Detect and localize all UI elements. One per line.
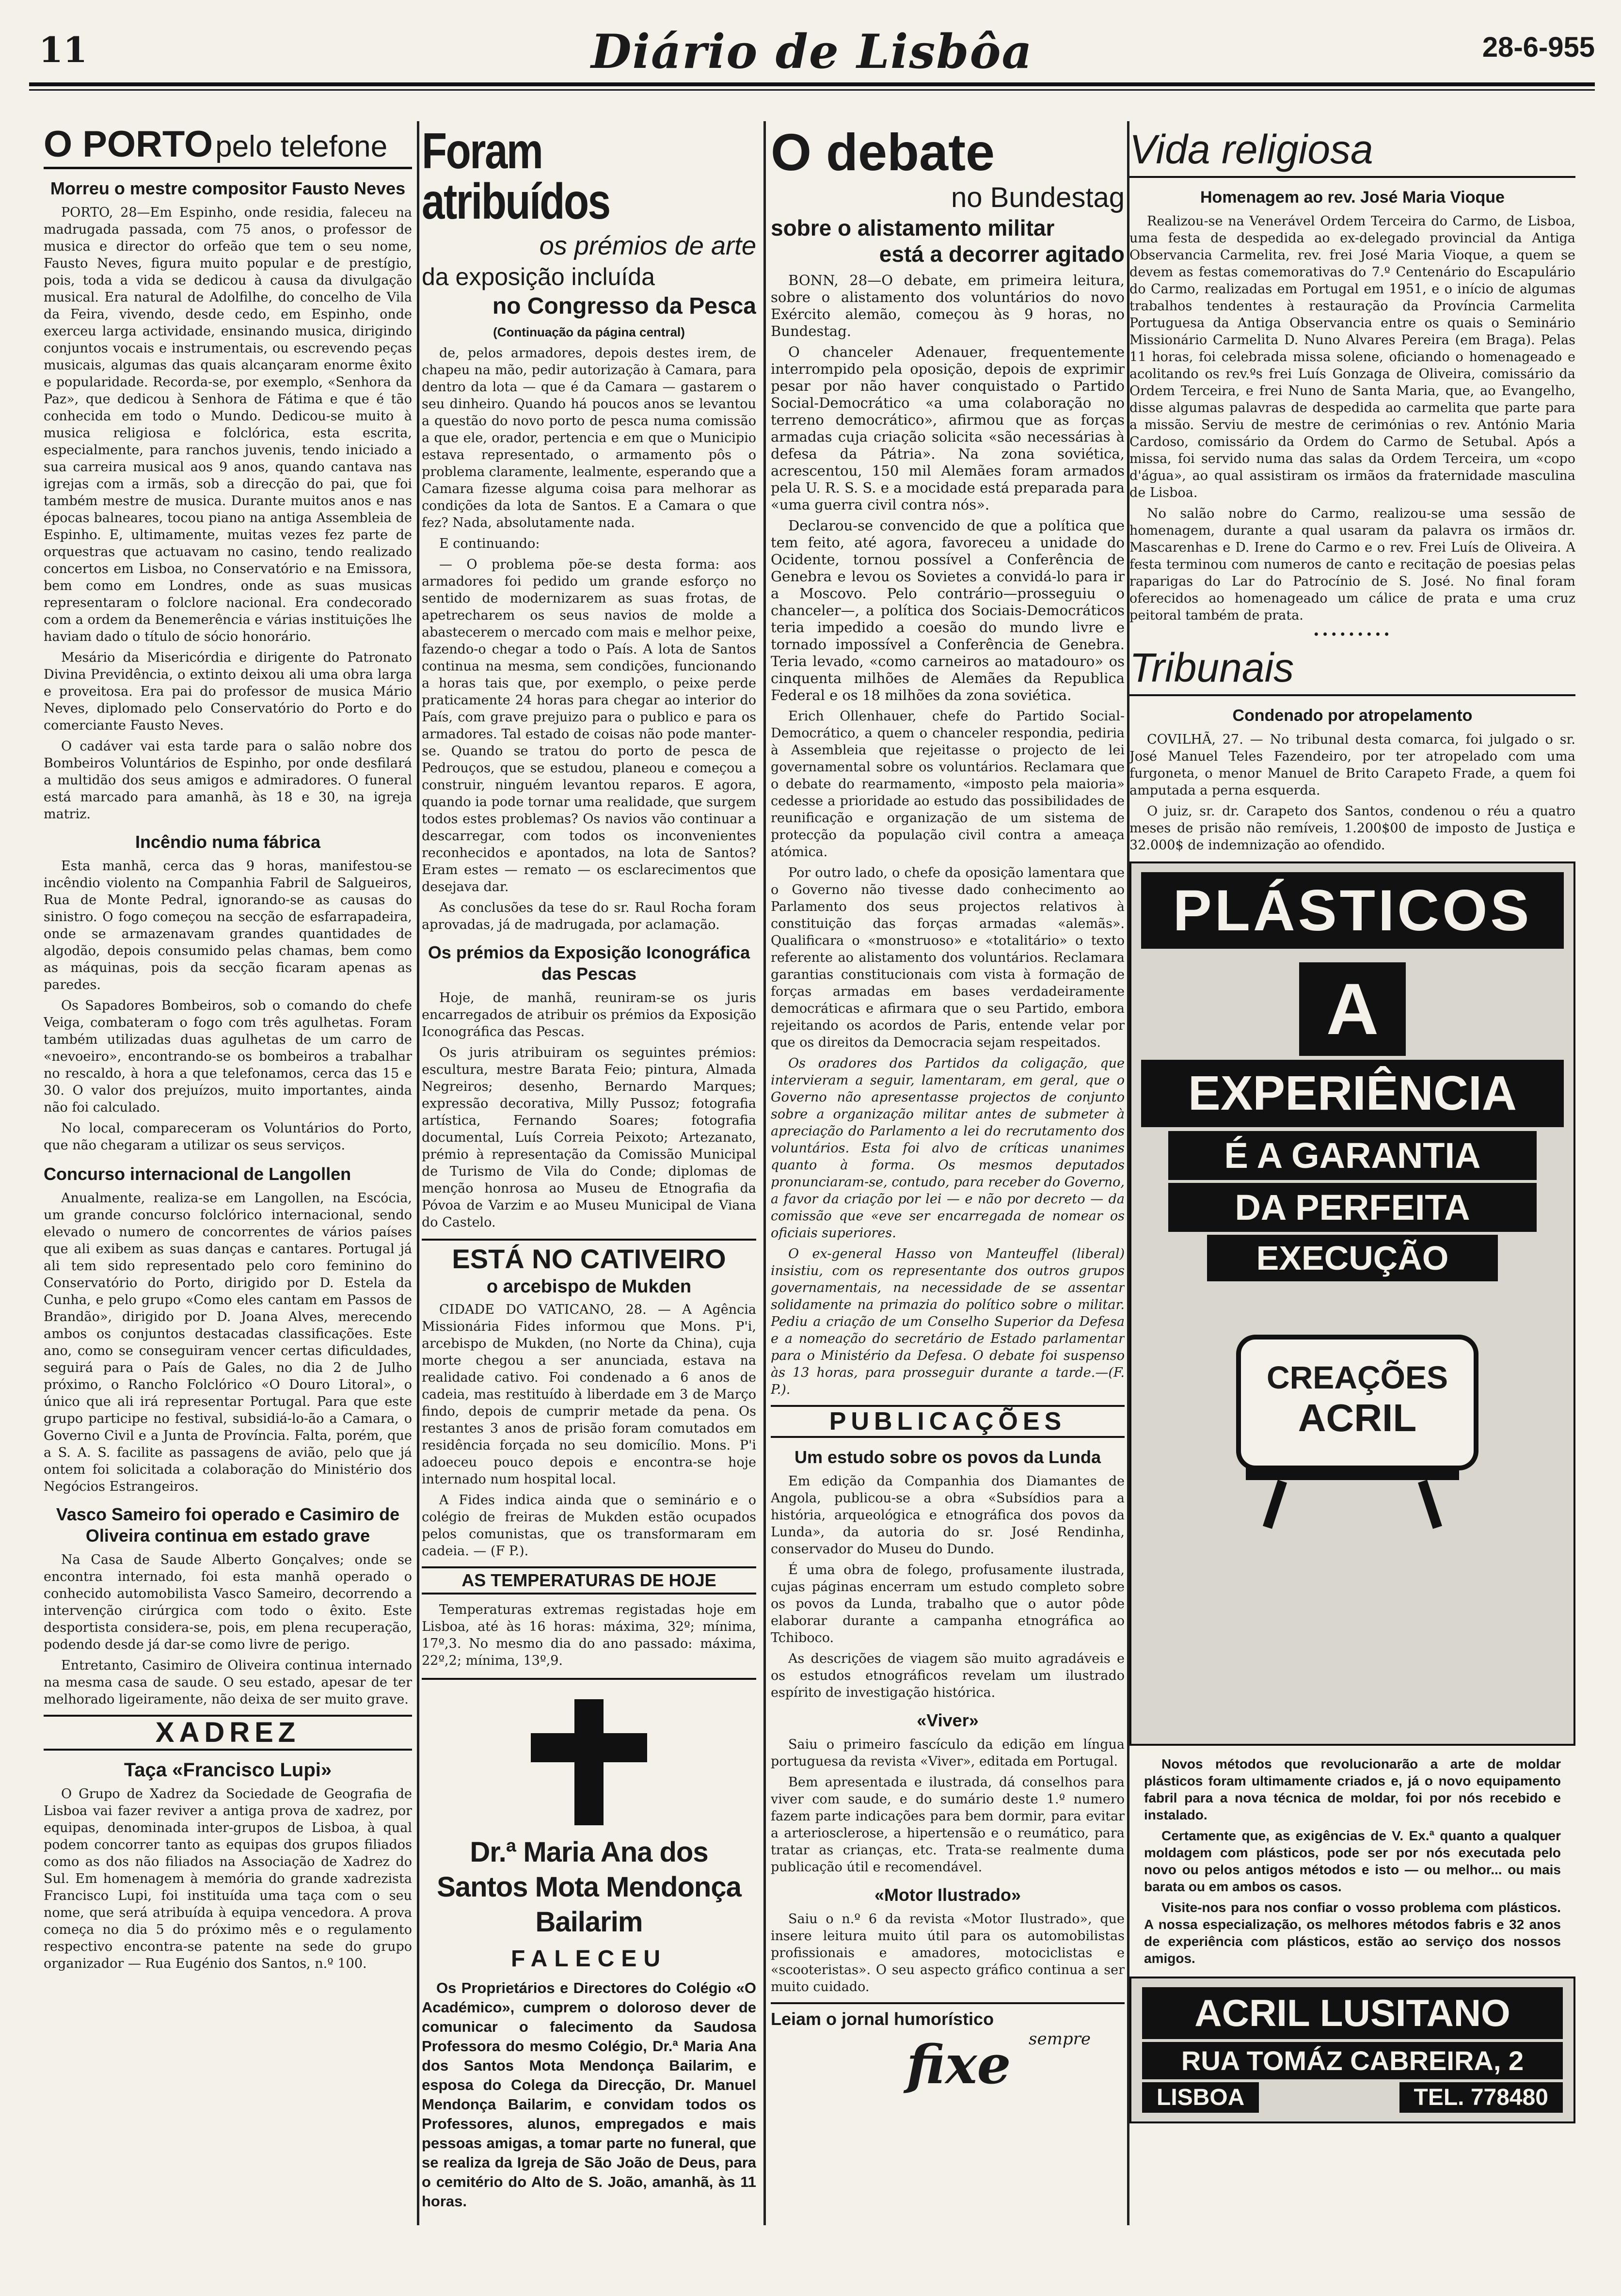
article-paragraph: Hoje, de manhã, reuniram-se os juris encarregados de atribuir os prémios da Exposição Iconográfica das Pescas. bbox=[422, 990, 756, 1039]
sign-leg bbox=[1263, 1480, 1287, 1529]
chess-title: XADREZ bbox=[155, 1717, 301, 1748]
headline: Um estudo sobre os povos da Lunda bbox=[794, 1447, 1101, 1467]
column-porto bbox=[44, 126, 412, 2220]
article-paragraph: Os juris atribuiram os seguintes prémios: escultura, mestre Barata Feio; pintura, Almada Negreiros; desenho, Bernardo Marques; expressão decorativa, Milly Pussoz; fotografia artística, Fernando Soares; fotografia documental, Luís Correia Peixoto; Artezanato, prémio à representação da Comissão Municipal de Turismo de Vila do Conde; diplomas de menção honrosa ao Museu de Etnografia da Póvoa de Varzim e ao Museu Municipal de Viana do Castelo. bbox=[422, 1045, 756, 1230]
headline-line: sobre o alistamento militar bbox=[771, 215, 1055, 240]
headline: Taça «Francisco Lupi» bbox=[124, 1759, 332, 1781]
article-paragraph: — O problema põe-se desta forma: aos armadores foi pedido um grande esforço no sentido de modernizarem as suas frotas, de apetrecharem os seus navios de molde a abastecerem o mercado com mais e melhor peixe, fazendo-o chegar a todo o País. A lota de Santos continua na mesma, sem condições, funcionando a horas tais que, por exemplo, o peixe perde praticamente 24 horas para chegar ao interior do País, com grave prejuizo para o publico e para os armadores. Tal estado de coisas não pode manter-se. Quando se tratou do porto de pesca de Pedrouços, que se estudou, planeou e começou a construir, ninguém levantou reparos. E agora, quando ia pode tornar uma realidade, que surgem todos estes problemas? Os navios vão continuar a descarregar, com todos os inconvenientes reconhecidos e apontados, na lota de Santos? Eram estes — remato — os esclarecimentos que desejava dar. bbox=[422, 557, 756, 894]
fixe-ad-sempre: sempre bbox=[1029, 2029, 1091, 2049]
temperatures-header: AS TEMPERATURAS DE HOJE bbox=[422, 1566, 756, 1594]
advert-word: EXPERIÊNCIA bbox=[1141, 1060, 1564, 1127]
headline-main: O debate bbox=[771, 126, 995, 181]
advert-word: A bbox=[1299, 962, 1406, 1056]
publications-header: PUBLICAÇÕES bbox=[771, 1405, 1125, 1438]
article-paragraph: Realizou-se na Venerável Ordem Terceira do Carmo, de Lisboa, uma festa de despedida ao ex-delegado provincial da Antiga Observancia Carmelita, rev. frei José Maria Vioque, a quem se devem as festas comemorativas do 7.º Centenário do Escapulário do Carmo, realizadas em Portugal em 1951, e o início de algumas trabalhos tendentes à restauração da Província Carmelita Portuguesa da Antiga Observancia entre os quais o Seminário Missionário Carmelita D. Nuno Alvares Pereira (em Braga). Pelas 11 horas, foi celebrada missa solene, oficiando o homenageado e acolitando os rev.ºs frei Luís Gonzaga de Oliveira, comissário da Ordem Terceira, e frei Nuno de Santa Maria, que, ao Evangelho, disse algumas palavras de despedida ao carmelita que parte para a missão. Serviu de mestre de cerimónias o rev. António Maria Cardoso, comissário da Ordem do Carmo de Setubal. Após a missa, foi servido numa das salas da Ordem Terceira, um «copo d'água», ao qual assistiram os irmãos da fraternidade masculina de Lisboa. bbox=[1129, 214, 1575, 500]
headline-line: os prémios de arte bbox=[539, 231, 756, 260]
headline: Homenagem ao rev. José Maria Vioque bbox=[1200, 188, 1505, 207]
sign-leg bbox=[1418, 1480, 1442, 1529]
article-paragraph: O Grupo de Xadrez da Sociedade de Geografia de Lisboa vai fazer reviver a antiga prova de xadrez, por equipas, denominada inter-grupos de Lisboa, à qual podem concorrer tanto as equipas dos grupos filiados como as dos não filiados na Associação de Xadrez do Sul. Em homenagem à memória do grande xadrezista Francisco Lupi, foi instituída uma taça com o seu nome, que será atribuída à equipa vencedora. A prova começa no dia 5 do próximo mês e o regulamento respectivo encontra-se patente na sede do grupo organizador — Rua Eugénio dos Santos, n.º 100. bbox=[44, 1786, 412, 1971]
obituary-name: Dr.ª Maria Ana dos Santos Mota Mendonça Bailarim bbox=[437, 1836, 741, 1938]
section-title-a: O PORTO bbox=[44, 126, 213, 165]
article-paragraph: Na Casa de Saude Alberto Gonçalves; onde se encontra internado, foi esta manhã operado o conhecido automobilista Vasco Sameiro, decorrendo a intervenção cirúrgica com todo o êxito. Este desportista considera-se, pois, em plena recuperação, podendo desde já dar-se como livre de perigo. bbox=[44, 1552, 412, 1652]
column-religiosa bbox=[1129, 126, 1575, 2220]
advert-word: CREAÇÕES bbox=[1266, 1359, 1448, 1395]
newspaper-title: Diário de Lisbôa bbox=[591, 24, 1033, 79]
headline: «Viver» bbox=[917, 1710, 979, 1730]
article-paragraph: BONN, 28—O debate, em primeira leitura, sobre o alistamento dos voluntários do novo Exército alemão, começou às 9 horas, no Bundestag. bbox=[771, 272, 1125, 339]
plastics-advert bbox=[1129, 861, 1575, 1746]
article-paragraph: O ex-general Hasso von Manteuffel (liberal) insistiu, com os representante dos outros grupos governamentais, na necessidade de se assentar solidamente na primazia do político sobre o militar. Pediu a criação de um Conselho Superior da Defesa e a nomeação do secretário de Estado parlamentar para o Ministério da Defesa. O debate foi suspenso às 13 horas, para prosseguir durante a tarde.—(F. P.). bbox=[771, 1246, 1125, 1397]
headline: Incêndio numa fábrica bbox=[135, 832, 321, 852]
advert-word: DA PERFEITA bbox=[1168, 1183, 1537, 1232]
headline: «Motor Ilustrado» bbox=[874, 1885, 1021, 1905]
article-paragraph: Os oradores dos Partidos da coligação, que intervieram a seguir, lamentaram, em geral, que o Governo não apresentasse projectos de conjunto sobre a organização militar antes de submeter à apreciação do Parlamento a lei do recrutamento dos voluntários. Esta foi alvo de críticas unanimes quanto à forma. Os mesmos deputados pronunciaram-se, contudo, para receber do Governo, a favor da criação por lei — e não por decreto — da comissão que «eve ser encarregada de nomear os oficiais superiores. bbox=[771, 1056, 1125, 1241]
headline: Vasco Sameiro foi operado e Casimiro de Oliveira continua em estado grave bbox=[56, 1504, 400, 1546]
advert-paragraph: Visite-nos para nos confiar o vosso problema com plásticos. A nossa especialização, os melhores métodos fabris e 32 anos de experiência com plásticos, estão ao serviço dos nossos amigos. bbox=[1144, 1900, 1561, 1966]
article-paragraph: Entretanto, Casimiro de Oliveira continua internado na mesma casa de saude. O seu estado, apesar de ter melhorado ligeiramente, não deixa de ser muito grave. bbox=[44, 1658, 412, 1707]
article-paragraph: As descrições de viagem são muito agradáveis e os estudos etnográficos revelam um ilustrado espírito de investigação histórica. bbox=[771, 1651, 1125, 1700]
headline-line: no Congresso da Pesca bbox=[492, 293, 756, 319]
article-paragraph: Erich Ollenhauer, chefe do Partido Social-Democrático, a quem o chanceler respondia, pediria à Assembleia que rejeitasse o projecto de lei governamental sobre os voluntários. Reclamara que o debate do rearmamento, «imposto pela maioria» cedesse a prioridade ao estudo das possibilidades de reunificação e organização de um sistema de protecção da população civil contra a ameaça atómica. bbox=[771, 709, 1125, 860]
advert-contact bbox=[1142, 2082, 1563, 2113]
masthead bbox=[29, 24, 1595, 82]
article-paragraph: O cadáver vai esta tarde para o salão nobre dos Bombeiros Voluntários de Espinho, por onde desfilará a multidão dos seus amigos e admiradores. O funeral está marcado para amanhã, às 18 e 30, na igreja matriz. bbox=[44, 739, 412, 822]
article-paragraph: Em edição da Companhia dos Diamantes de Angola, publicou-se a obra «Subsídios para a história, arqueológica e etnográfica dos povos da Lunda», da autoria do sr. José Rendinha, conservador do Museu do Dundo. bbox=[771, 1474, 1125, 1557]
article-paragraph: Declarou-se convencido de que a política que tem feito, até agora, favoreceu a unidade do Ocidente, tornou possível a Conferência de Genebra e levou os Sovietes a convidá-lo para ir a Moscovo. Pelo contrário—prosseguiu o chanceler—, a política dos Sociais-Democráticos teria impedido a coesão do mundo livre e tornado impossível a Conferência de Genebra. Teria levado, «como carneiros ao matadouro» os cinquenta milhões de Alemães da Republica Federal e os 18 milhões da zona soviética. bbox=[771, 517, 1125, 703]
headline: ESTÁ NO CATIVEIRO bbox=[452, 1244, 726, 1274]
issue-date: 28-6-955 bbox=[1482, 32, 1595, 63]
obituary-faleceu: FALECEU bbox=[510, 1946, 667, 1972]
advert-word: PLÁSTICOS bbox=[1141, 872, 1564, 949]
article-paragraph: Anualmente, realiza-se em Langollen, na Escócia, um grande concurso folclórico internacional, sendo elevado o numero de concorrentes de vários países que ali exibem as suas danças e cantares. Portugal já ali tem sido representado pelo coro feminino do Conservatório do Porto, dirigido por D. Estela da Cunha, e pelo grupo «Como eles cantam em Passos de Brandão», dirigido por D. Joana Alves, merecendo ambos os conjuntos destacadas classificações. Este ano, como se conseguiram vencer certas dificuldades, seguirá para o País de Gales, no dia 2 de Julho próximo, o Rancho Folclórico «O Douro Litoral», o único que ali irá representar Portugal. Para que este grupo participe no festival, subsidiá-lo-ão a Camara, o Governo Civil e a Junta de Província. Falta, porém, que a S. A. S. facilite as passagens de avião, pelo que já ontem foi solicitada a colaboração do Ministério dos Negócios Estrangeiros. bbox=[44, 1191, 412, 1494]
article-paragraph: É uma obra de folego, profusamente ilustrada, cujas páginas encerram um estudo completo sobre os povos da Lunda, trabalho que o autor pôde elaborar durante a campanha etnográfica ao Tchiboco. bbox=[771, 1563, 1125, 1645]
article-paragraph: Temperaturas extremas registadas hoje em Lisboa, até às 16 horas: máxima, 32º; mínima, 17º,3. No mesmo dia do ano passado: máxima, 22º,2; mínima, 13º,9. bbox=[422, 1602, 756, 1668]
masthead-rule bbox=[29, 82, 1595, 86]
advert-brand: ACRIL LUSITANO bbox=[1142, 1987, 1563, 2039]
acril-sign bbox=[1217, 1320, 1488, 1533]
headline-line: da exposição incluída bbox=[422, 263, 655, 290]
article-paragraph: A Fides indica ainda que o seminário e o colégio de freiras de Mukden estão ocupados pelos comunistas, que os transformaram em cadeia. — (F P.). bbox=[422, 1493, 756, 1559]
masthead-rule-thin bbox=[29, 89, 1595, 91]
article-paragraph: O juiz, sr. dr. Carapeto dos Santos, condenou o réu a quatro meses de prisão não remíveis, 1.200$00 de imposto de Justiça e 32.000$ de indemnização ao ofendido. bbox=[1129, 804, 1575, 853]
acril-advert-text bbox=[1129, 1755, 1575, 1967]
sign-base bbox=[1246, 1466, 1459, 1480]
section-title-b: pelo telefone bbox=[215, 130, 388, 163]
section-title: Vida religiosa bbox=[1129, 126, 1575, 178]
advert-word: EXECUÇÃO bbox=[1207, 1235, 1498, 1281]
article-paragraph: No local, compareceram os Voluntários do Porto, que não chegaram a utilizar os seus serviços. bbox=[44, 1121, 412, 1153]
section-header bbox=[44, 126, 412, 169]
advert-word: ACRIL bbox=[1298, 1396, 1417, 1439]
column-pesca bbox=[422, 126, 756, 2220]
section-title: Tribunais bbox=[1129, 644, 1575, 696]
acril-lusitano-advert bbox=[1129, 1977, 1575, 2123]
obituary-text: Os Proprietários e Directores do Colégio «O Académico», cumprem o doloroso dever de comunicar o falecimento da Saudosa Professora do mesmo Colégio, Dr.ª Maria Ana dos Santos Mota Mendonça Bailarim, e esposa do Colega da Direcção, Dr. Manuel Mendonça Bailarim, e convidam todos os Professores, alunos, empregados e mais pessoas amigas, a tomar parte no funeral, que se realiza da Igreja de São João de Deus, para o cemitério do Alto de S. João, amanhã, às 11 horas. bbox=[422, 1979, 756, 2210]
headline: Morreu o mestre compositor Fausto Neves bbox=[50, 178, 406, 198]
fixe-ad bbox=[771, 2002, 1125, 2106]
article-paragraph: Bem apresentada e ilustrada, dá conselhos para viver com saude, e do sumário deste 1.º numero fazem parte indicações para bem dormir, para evitar a arteriosclerose, a hipertensão e o reumático, para tratar as crianças, etc. Trata-se realmente duma publicação útil e recomendável. bbox=[771, 1775, 1125, 1875]
article-paragraph: O chanceler Adenauer, frequentemente interrompido pela oposição, depois de exprimir pesar por não haver conquistado o Partido Social-Democrático «a uma colaboração no terreno democrático», afirmou que as forças armadas cuja criação solicita «são necessárias à defesa da Pátria». Na zona soviética, acrescentou, 150 mil Alemães foram armados pela U. R. S. S. e a mocidade está preparada para «uma guerra civil contra nós». bbox=[771, 344, 1125, 513]
article-paragraph: No salão nobre do Carmo, realizou-se uma sessão de homenagem, durante a qual usaram da palavra os irmãos dr. Mascarenhas e D. Irene do Carmo e o rev. Frei Luís de Oliveira. A festa terminou com numeros de canto e recitação de poesias pelas raparigas do Lar do Patrocínio de S. José. No final foram oferecidos ao homenageado um cálice de prata e uma cruz peitoral também de prata. bbox=[1129, 506, 1575, 623]
headline: Condenado por atropelamento bbox=[1232, 706, 1473, 725]
headline-line: está a decorrer agitado bbox=[879, 241, 1125, 267]
headline: Os prémios da Exposição Iconográfica das Pescas bbox=[428, 942, 750, 984]
article-paragraph: COVILHÃ, 27. — No tribunal desta comarca, foi julgado o sr. José Manuel Teles Fazendeiro, por ter atropelado com uma furgoneta, o menor Manuel de Brito Carapeto Frade, a quem foi amputada a perna esquerda. bbox=[1129, 732, 1575, 798]
page-number: 11 bbox=[39, 29, 88, 70]
obituary bbox=[422, 1678, 756, 2211]
chess-header bbox=[44, 1715, 412, 1751]
advert-word: É A GARANTIA bbox=[1168, 1131, 1537, 1180]
acril-sign-board bbox=[1236, 1335, 1478, 1470]
headline-main: Foram atribuídos bbox=[422, 126, 610, 230]
article-paragraph: As conclusões da tese do sr. Raul Rocha foram aprovadas, já de madrugada, por aclamação. bbox=[422, 900, 756, 932]
column-divider bbox=[417, 121, 419, 2225]
article-paragraph: Saiu o primeiro fascículo da edição em língua portuguesa da revista «Viver», editada em Portugal. bbox=[771, 1737, 1125, 1769]
advert-paragraph: Novos métodos que revolucionarão a arte de moldar plásticos foram ultimamente criados e, já o novo equipamento fabril para a nova técnica de moldar, foi por nós recebido e instalado. bbox=[1144, 1756, 1561, 1822]
advert-city: LISBOA bbox=[1142, 2082, 1259, 2113]
continuation-note: (Continuação da página central) bbox=[493, 325, 685, 339]
advert-address: RUA TOMÁZ CABREIRA, 2 bbox=[1142, 2042, 1563, 2079]
column-divider bbox=[763, 121, 766, 2225]
advert-paragraph: Certamente que, as exigências de V. Ex.ª quanto a qualquer moldagem com plásticos, pode ser por nós executada pelo novo ou pelos antigos métodos e isto — ou melhor... ou mais barata ou em ambos os casos. bbox=[1144, 1828, 1561, 1894]
headline-sub: o arcebispo de Mukden bbox=[486, 1276, 692, 1297]
article-paragraph: Saiu o n.º 6 da revista «Motor Ilustrado», que insere leitura muito útil para os automobilistas profissionais e amadores, motociclistas e «scooteristas». O seu aspecto gráfico continua a ser muito cuidado. bbox=[771, 1912, 1125, 1994]
article-paragraph: PORTO, 28—Em Espinho, onde residia, faleceu na madrugada passada, com 75 anos, o professor de musica e director do orfeão que tem o seu nome, Fausto Neves, figura muito popular e de prestígio, pois, toda a vida se dedicou à causa da divulgação musical. Era natural de Adolfilhe, do concelho de Vila da Feira, vivendo, desde cedo, em Espinho, onde exerceu larga actividade, ensinando musica, dirigindo conjuntos vocais e instrumentais, ou escrevendo peças musicais, algumas das quais alcançaram enorme êxito e popularidade. Recorda-se, por exemplo, «Senhora da Paz», que dedicou à Senhora de Fátima e que é tão conhecida em todo o Mundo. Dedicou-se muito à musica religiosa e folclórica, esta escrita, especialmente, para ranchos juvenis, tendo iniciado a sua carreira musical aos 9 anos, quando cantava nas igrejas com a irmãs, sob a direcção do pai, que foi também mestre de musica. Durante muitos anos e nas épocas balneares, tocou piano na antiga Assembleia de Espinho. E, ultimamente, muitas vezes fez parte de orquestras que actuavam no casino, tendo realizado concertos em Lisboa, no Conservatório e na Emissora, bem como em Londres, onde as suas musicas representaram o folclore nacional. Era condecorado com a ordem da Benemerência e várias instituições lhe haviam dado o título de sócio honorário. bbox=[44, 205, 412, 644]
article-paragraph: E continuando: bbox=[439, 536, 540, 551]
headline: Concurso internacional de Langollen bbox=[44, 1164, 351, 1184]
separator: ••••••••• bbox=[1313, 628, 1392, 641]
captive-header bbox=[422, 1239, 756, 1297]
article-paragraph: Esta manhã, cerca das 9 horas, manifestou-se incêndio violento na Companhia Fabril de Salgueiros, Rua de Monte Pedral, ignorando-se as causas do sinistro. O fogo começou na secção de esfarrapadeira, onde se armazenavam grandes quantidades de algodão, depois consumido pelas chamas, bem como as máquinas, pois da secção ficaram apenas as paredes. bbox=[44, 859, 412, 992]
article-paragraph: Por outro lado, o chefe da oposição lamentara que o Governo não tivesse dado conhecimento ao Parlamento dos seus projectos relativos à constituição das forças armadas «alemãs». Qualificara o «monstruoso» e «totalitário» o texto referente ao alistamento dos voluntários. Reclamara garantias constitucionais com vista à formação de forças armadas em bases verdadeiramente democráticas e afirmara que o seu Partido, embora rejeitando os acordos de Paris, entende velar por que os direitos da Democracia sejam respeitados. bbox=[771, 865, 1125, 1050]
article-paragraph: Os Sapadores Bombeiros, sob o comando do chefe Veiga, combateram o fogo com três agulhetas. Foram também utilizadas duas agulhetas de um carro de «nevoeiro», encontrando-se os bombeiros a trabalhar no rescaldo, à hora a que telefonamos, cerca das 15 e 30. O valor dos prejuízos, muito importantes, ainda não foi calculado. bbox=[44, 998, 412, 1115]
headline-line: no Bundestag bbox=[951, 182, 1125, 213]
article-paragraph: Mesário da Misericórdia e dirigente do Patronato Divina Previdência, o extinto deixou ali uma obra larga e proveitosa. Era pai do professor de musica Mário Neves, diplomado pelo Conservatório do Porto e do comerciante Fausto Neves. bbox=[44, 650, 412, 733]
cross-icon bbox=[531, 1699, 647, 1825]
article-paragraph: CIDADE DO VATICANO, 28. — A Agência Missionária Fides informou que Mons. P'i, arcebispo de Mukden, (no Norte da China), cuja morte chegou a ser anunciada, estava na realidade cativo. Foi condenado a 6 anos de cadeia, mas restituído à liberdade em 3 de Março findo, depois de cumprir metade da pena. Os restantes 3 anos de prisão foram comutados em residência forçada no seu domicílio. Mons. P'i adoeceu pouco depois e encontra-se hoje internado num hospital local. bbox=[422, 1302, 756, 1487]
article-paragraph: de, pelos armadores, depois destes irem, de chapeu na mão, pedir autorização à Camara, para dentro da lota — que é da Camara — gastarem o seu dinheiro. Quando há poucos anos se levantou a questão do novo porto de pesca numa comissão a que ele, orador, pertencia e em que o Municipio estava representado, o armamento pôs o problema claramente, lealmente, esperando que a Camara fizesse alguma coisa para melhorar as condições da lota de Santos. E a Camara o que fez? Nada, absolutamente nada. bbox=[422, 346, 756, 530]
fixe-ad-text: Leiam o jornal humorístico bbox=[771, 2009, 994, 2029]
column-bundestag bbox=[771, 126, 1125, 2220]
fixe-logo: fixe bbox=[906, 2033, 1011, 2096]
advert-phone: TEL. 778480 bbox=[1399, 2082, 1563, 2113]
